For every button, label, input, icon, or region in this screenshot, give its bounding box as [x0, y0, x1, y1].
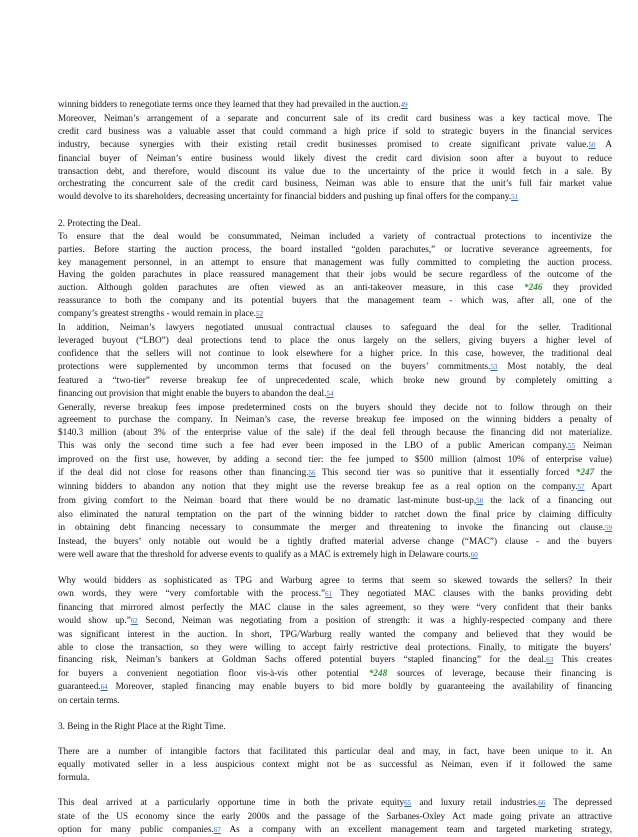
- text-segment: they provided: [542, 282, 612, 293]
- text-line: [58, 387, 612, 401]
- text-segment: formula.: [58, 771, 90, 782]
- footnote-link[interactable]: 61: [325, 589, 333, 598]
- text-segment: leveraged buyout (“LBO”) deal protections tend to place the onus largely on the sellers, giving buyers a higher level of: [58, 335, 612, 345]
- footnote-link[interactable]: 55: [568, 442, 576, 451]
- footnote-link[interactable]: 59: [605, 523, 612, 532]
- text-line: [58, 426, 612, 439]
- text-segment: This second tier was so punitive that it essentially forced: [315, 467, 576, 478]
- text-segment: winning bidders to abandon any notion that they might use the reverse breakup fee as a real option on the company.: [58, 480, 578, 491]
- text-segment: and luxury retail industries.: [411, 797, 539, 808]
- text-line: [58, 125, 612, 138]
- text-segment: credit card business was a valuable asset that could command a high price if sold to strategic buyers in the financial services: [58, 125, 612, 136]
- text-segment: parties. Before starting the auction process, the board installed “golden parachutes,” or lucrative severance agreements, for: [58, 243, 612, 254]
- text-segment: As a company with an excellent management team and targeted marketing strategy,: [220, 824, 612, 835]
- text-segment: financing out provision that might enable the buyers to abandon the deal.: [58, 387, 327, 398]
- paragraph-gap: [58, 784, 612, 797]
- text-line: [58, 281, 612, 294]
- text-line: [58, 535, 612, 548]
- text-segment: confidence that the sellers will not continue to look elsewhere for a higher price. In this case, however, the traditional deal: [58, 347, 612, 358]
- star-page-marker: *248: [368, 668, 388, 679]
- text-segment: Second, Neiman was negotiating from a position of strength: it was a highly-respected company and there: [137, 614, 612, 625]
- text-segment: In addition, Neiman’s lawyers negotiated unusual contractual clauses to safeguard the deal for the seller. Traditional: [58, 322, 612, 333]
- footnote-link[interactable]: 50: [588, 140, 596, 149]
- text-line: [58, 614, 612, 628]
- text-segment: own words, they were “very comfortable with the process.”: [58, 587, 326, 598]
- footnote-link[interactable]: 62: [130, 616, 138, 625]
- footnote-link[interactable]: 54: [326, 389, 334, 398]
- footnote-link[interactable]: 67: [213, 826, 221, 835]
- text-segment: the lack of a financing out: [483, 494, 612, 505]
- text-segment: 3. Being in the Right Place at the Right Time.: [58, 720, 226, 731]
- text-line: [58, 628, 612, 641]
- text-line: [58, 152, 612, 165]
- footnote-link[interactable]: 58: [476, 496, 484, 505]
- footnote-link[interactable]: 60: [470, 550, 478, 559]
- footnote-link[interactable]: 64: [100, 683, 108, 692]
- text-line: [58, 601, 612, 614]
- text-line: [58, 771, 612, 784]
- text-segment: option for many public companies.: [58, 824, 214, 835]
- text-line: [58, 796, 612, 810]
- paragraph-gap: [58, 707, 612, 720]
- text-segment: able to close the transaction, so they were willing to accept fairly restrictive deal protections. Finally, to mitigate the buyers’: [58, 641, 612, 652]
- text-line: [58, 307, 612, 321]
- text-segment: key management personnel, in an attempt to ensure that management was fully committed to completing the auction process.: [58, 256, 612, 267]
- text-line: [58, 190, 612, 204]
- footnote-link[interactable]: 51: [511, 193, 519, 202]
- text-segment: financing that mirrored almost perfectly the MAC clause in the sales agreement, so they were “very confident that their banks: [58, 601, 612, 612]
- text-segment: They negotiated MAC clauses with the banks providing debt: [332, 587, 612, 598]
- text-line: [58, 360, 612, 374]
- star-page-marker: *246: [524, 282, 543, 293]
- text-segment: Moreover, stapled financing may enable buyers to bid more boldly by guaranteeing the availability of financing: [107, 681, 612, 692]
- footnote-link[interactable]: 66: [538, 799, 546, 808]
- text-line: [58, 508, 612, 521]
- footnote-link[interactable]: 53: [490, 362, 498, 371]
- text-line: [58, 453, 612, 466]
- text-segment: This creates: [553, 654, 612, 665]
- text-segment: This deal arrived at a particularly opportune time in both the private equity: [58, 797, 405, 808]
- text-segment: was significant interest in the auction. In short, TPG/Warburg really wanted the company and believed that they would be: [58, 628, 612, 639]
- text-segment: reassurance to both the company and its potential buyers that the management team - which was, after all, one of the: [58, 295, 612, 306]
- text-segment: Moreover, Neiman’s arrangement of a separate and concurrent sale of its credit card business was a key tactical move. The: [58, 112, 612, 123]
- text-segment: Instead, the buyers’ only notable out would be a tightly drafted material adverse change (“MAC”) clause - and the buyers: [58, 535, 612, 546]
- text-line: [58, 268, 612, 281]
- text-line: [58, 112, 612, 125]
- paragraph-gap: [58, 204, 612, 217]
- text-segment: from giving comfort to the Neiman board that there would be no dramatic last-minute bust-up,: [58, 494, 477, 505]
- footnote-link[interactable]: 65: [404, 799, 412, 808]
- text-segment: Most notably, the deal: [497, 360, 612, 371]
- text-line: [58, 177, 612, 190]
- text-segment: for buyers a convenient negotiation floor vis-à-vis other potential: [58, 668, 369, 679]
- footnote-link[interactable]: 52: [255, 310, 263, 319]
- text-segment: To ensure that the deal would be consummated, Neiman included a variety of contractual protections to incentivize the: [58, 230, 612, 241]
- text-line: [58, 321, 612, 334]
- text-line: [58, 334, 612, 347]
- text-line: [58, 548, 612, 562]
- text-line: [58, 401, 612, 414]
- text-segment: sources of leverage, because their financing is: [387, 668, 613, 679]
- text-segment: The depressed: [545, 797, 612, 808]
- text-segment: Why would bidders as sophisticated as TPG and Warburg agree to terms that seem so skewed towards the sellers? In their: [58, 575, 612, 585]
- text-segment: company’s greatest strengths - would remain in place.: [58, 308, 256, 319]
- text-segment: improved on the first use, however, by adding a second tier: the fee jumped to $500 million (almost 10% of enterprise value): [58, 454, 612, 465]
- text-line: [58, 521, 612, 535]
- text-line: [58, 138, 612, 152]
- text-segment: $140.3 million (about 3% of the enterprise value of the sale) if the deal fell through because the financing did not materialize.: [58, 427, 612, 438]
- text-line: [58, 694, 612, 707]
- footnote-link[interactable]: 57: [577, 482, 585, 491]
- text-segment: guaranteed.: [58, 681, 101, 692]
- text-segment: equally motivated seller in a less auspicious context might not be as successful as Neiman, even if it followed the same: [58, 759, 612, 770]
- paragraph-gap: [58, 733, 612, 746]
- text-line: [58, 745, 612, 758]
- text-segment: This was only the second time such a fee had ever been imposed in the LBO of a public American company.: [58, 440, 569, 451]
- text-segment: A: [595, 138, 612, 149]
- text-segment: would devolve to its shareholders, decreasing uncertainty for financial bidders and pushing up final offers for the company.: [58, 191, 512, 202]
- footnote-link[interactable]: 49: [400, 101, 408, 109]
- text-segment: Neiman: [575, 440, 612, 451]
- text-line: [58, 374, 612, 387]
- text-segment: Having the golden parachutes in place reassured management that their jobs would be secure regardless of the outcome of the: [58, 269, 612, 280]
- text-line: [58, 574, 612, 587]
- text-segment: orchestrating the concurrent sale of the credit card business, Neiman was able to ensure that the unit’s full fair market value: [58, 178, 612, 189]
- star-page-marker: *247: [575, 467, 595, 478]
- footnote-link[interactable]: 56: [308, 469, 316, 478]
- text-line: [58, 243, 612, 256]
- text-line: [58, 347, 612, 360]
- text-segment: 2. Protecting the Deal.: [58, 217, 141, 228]
- text-line: [58, 641, 612, 654]
- text-segment: in obtaining debt financing necessary to consummate the merger and threatening to invoke the financing out clause.: [58, 521, 605, 532]
- text-segment: would show up.”: [58, 614, 131, 625]
- text-line: [58, 653, 612, 667]
- text-line: [58, 720, 612, 733]
- text-segment: Apart: [584, 480, 612, 491]
- text-segment: on certain terms.: [58, 695, 120, 706]
- text-segment: Generally, reverse breakup fees impose predetermined costs on the buyers should they decide not to follow through on their: [58, 401, 612, 412]
- text-segment: financing risk, Neiman’s bankers at Goldman Sachs offered potential buyers “stapled financing” for the deal.: [58, 654, 547, 665]
- text-line: [58, 217, 612, 230]
- text-line: [58, 439, 612, 453]
- text-line: [58, 294, 612, 307]
- text-line: [58, 587, 612, 601]
- text-segment: were well aware that the threshold for adverse events to qualify as a MAC is extremely high in Delaware courts.: [58, 548, 471, 559]
- text-segment: winning bidders to renegotiate terms once they learned that they had prevailed in the auction.: [58, 99, 401, 109]
- text-line: [58, 230, 612, 243]
- paragraph-gap: [58, 561, 612, 574]
- text-line: [58, 413, 612, 426]
- text-line: [58, 758, 612, 771]
- text-segment: auction. Although golden parachutes are often viewed as an anti-takeover measure, in this case: [58, 282, 525, 293]
- text-segment: financial buyer of Neiman’s entire business would likely divest the credit card division soon after a buyout to reduce: [58, 152, 612, 163]
- text-line: [58, 494, 612, 508]
- text-line: [58, 98, 612, 112]
- text-line: [58, 823, 612, 837]
- text-segment: state of the US economy since the early 2000s and the passage of the Sarbanes-Oxley Act made going private an attractive: [58, 811, 612, 822]
- text-segment: protections were supplemented by uncommon terms that focused on the buyers’ commitments.: [58, 360, 491, 371]
- text-line: [58, 256, 612, 269]
- text-line: [58, 480, 612, 494]
- text-segment: the: [594, 467, 613, 478]
- text-line: [58, 667, 612, 680]
- text-segment: There are a number of intangible factors that facilitated this particular deal and may, in fact, have been unique to it. An: [58, 746, 612, 757]
- text-segment: agreement to purchase the company. In Neiman’s case, the reverse breakup fee imposed on the winning bidders a penalty of: [58, 414, 612, 425]
- text-segment: industry, because synergies with their existing retail credit businesses promised to create significant private value.: [58, 138, 589, 149]
- footnote-link[interactable]: 63: [546, 656, 554, 665]
- text-segment: transaction debt, and therefore, would discount its value due to the uncertainty of the price it would fetch in a sale. By: [58, 165, 612, 176]
- text-segment: also eliminated the natural temptation on the part of the winning bidder to ratchet down the final price by claiming difficulty: [58, 508, 612, 519]
- text-line: [58, 680, 612, 694]
- text-segment: featured a “two-tier” reverse breakup fee of unprecedented scale, which broke new ground by completely omitting a: [58, 374, 612, 385]
- text-segment: if the deal did not close for reasons other than financing.: [58, 467, 309, 478]
- text-line: [58, 810, 612, 823]
- text-line: [58, 466, 612, 480]
- text-line: [58, 165, 612, 178]
